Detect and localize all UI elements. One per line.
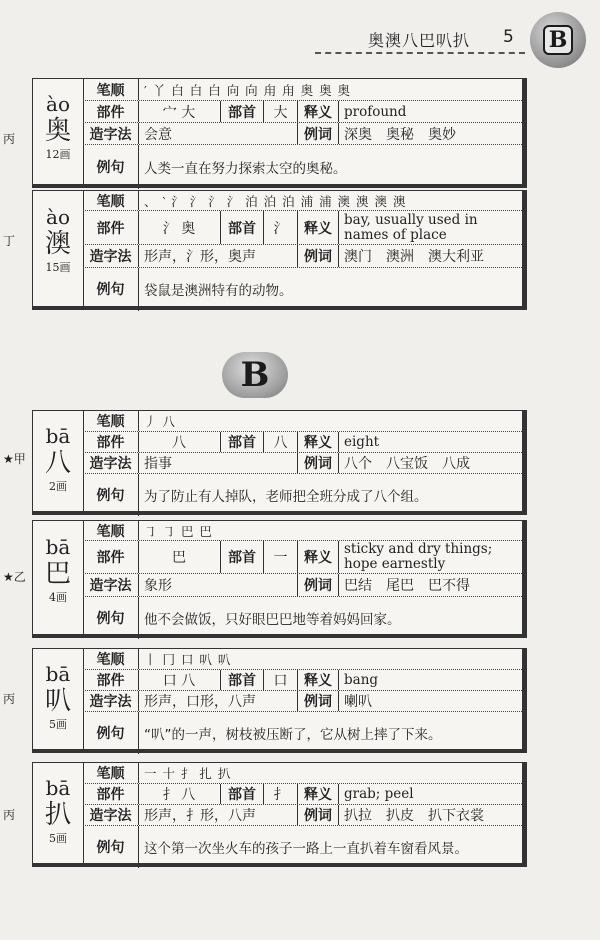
label-words: 例词 — [298, 574, 339, 595]
example-sentence: 这个第一次坐火车的孩子一路上一直扒着车窗看风景。 — [144, 841, 468, 857]
meaning: eight — [344, 434, 380, 450]
character-cell — [33, 649, 84, 749]
character-entry — [0, 648, 600, 753]
stroke-count: 4画 — [49, 591, 67, 605]
pinyin: bā — [45, 661, 71, 686]
stroke-order: 一 十 扌 扎 扒 — [144, 766, 232, 781]
label-meaning: 释义 — [298, 101, 339, 122]
parts: 巴 — [172, 550, 186, 567]
label-radical: 部首 — [220, 432, 264, 452]
parts-row — [83, 211, 522, 245]
stroke-order: 丿 八 — [144, 414, 176, 429]
example-row — [83, 712, 522, 754]
radical: 八 — [264, 432, 298, 452]
label-meaning: 释义 — [298, 784, 339, 804]
label-meaning: 释义 — [298, 432, 339, 452]
formation-row — [83, 123, 522, 145]
example-row — [83, 268, 522, 311]
label-words: 例词 — [298, 805, 339, 825]
stroke-order: 丨 冂 口 叭 叭 — [144, 652, 232, 667]
meaning: grab; peel — [344, 786, 414, 802]
radical: 氵 — [264, 211, 298, 244]
label-words: 例词 — [298, 691, 339, 711]
label-radical: 部首 — [220, 101, 264, 122]
label-radical: 部首 — [220, 211, 264, 244]
label-words: 例词 — [298, 453, 339, 473]
section-letter: B — [543, 25, 573, 55]
label-radical: 部首 — [220, 670, 264, 690]
label-strokes: 笔顺 — [83, 649, 139, 669]
label-example: 例句 — [83, 712, 139, 754]
grade-level: ★乙 — [3, 570, 26, 584]
character: 奥 — [44, 116, 71, 147]
character-entry — [0, 78, 600, 188]
character-entry — [0, 410, 600, 515]
grade-level: 丙 — [3, 132, 16, 146]
character-card — [32, 190, 527, 310]
label-meaning: 释义 — [298, 211, 339, 244]
label-example: 例句 — [83, 597, 139, 639]
label-strokes: 笔顺 — [83, 411, 139, 431]
stroke-count: 2画 — [49, 479, 67, 493]
formation: 指事 — [138, 453, 298, 473]
character-card — [32, 648, 527, 753]
stroke-order: 、 ‵ 氵 氵 氵 氵 泊 泊 泊 浦 浦 澳 澳 澳 澳 — [144, 193, 407, 209]
formation-row — [83, 245, 522, 268]
character: 八 — [44, 447, 71, 478]
parts-row — [83, 670, 522, 691]
character-cell — [33, 411, 84, 511]
label-example: 例句 — [83, 268, 139, 311]
stroke-count: 5画 — [49, 831, 67, 845]
stroke-count: 15画 — [45, 261, 71, 275]
radical: 扌 — [264, 784, 298, 804]
label-example: 例句 — [83, 474, 139, 516]
character-card — [32, 520, 527, 638]
stroke-count: 5画 — [49, 717, 67, 731]
character-cell — [33, 763, 84, 863]
radical: 一 — [264, 541, 298, 573]
page-number: 5 — [503, 27, 514, 47]
parts: 宀 大 — [162, 104, 196, 121]
label-radical: 部首 — [220, 784, 264, 804]
page-header — [0, 0, 600, 62]
label-parts: 部件 — [83, 432, 139, 452]
label-strokes: 笔顺 — [83, 191, 139, 210]
label-parts: 部件 — [83, 211, 139, 244]
section-letter-badge — [530, 12, 586, 68]
stroke-order-row — [83, 79, 522, 101]
character-card — [32, 762, 527, 867]
character-cell — [33, 521, 84, 634]
example-words: 八个 八宝饭 八成 — [344, 456, 470, 472]
example-row — [83, 474, 522, 516]
label-formation: 造字法 — [83, 574, 139, 595]
pinyin: bā — [45, 535, 71, 560]
label-meaning: 释义 — [298, 541, 339, 573]
pinyin: bā — [45, 775, 71, 800]
example-row — [83, 597, 522, 639]
label-example: 例句 — [83, 826, 139, 868]
stroke-order: ′ 丫 白 白 白 向 向 甪 甪 奥 奥 奥 — [144, 82, 352, 98]
info-grid — [83, 763, 522, 863]
meaning: profound — [344, 103, 407, 120]
label-formation: 造字法 — [83, 453, 139, 473]
label-formation: 造字法 — [83, 691, 139, 711]
example-row — [83, 145, 522, 189]
character-cell — [33, 79, 84, 184]
formation: 形声，扌形，八声 — [138, 805, 298, 825]
pinyin: ào — [46, 205, 70, 230]
label-formation: 造字法 — [83, 123, 139, 144]
character-card — [32, 78, 527, 188]
character: 叭 — [44, 685, 71, 716]
label-parts: 部件 — [83, 541, 139, 573]
example-sentence: 人类一直在努力探索太空的奥秘。 — [144, 161, 347, 177]
formation: 会意 — [138, 123, 298, 144]
parts: 扌 八 — [162, 787, 196, 803]
label-strokes: 笔顺 — [83, 763, 139, 783]
parts-row — [83, 432, 522, 453]
label-words: 例词 — [298, 245, 339, 267]
parts: 口 八 — [162, 673, 196, 689]
info-grid — [83, 649, 522, 749]
header-title: 奥澳八巴叭扒 — [368, 31, 471, 50]
stroke-order: ㇆ ㇆ 巴 巴 — [144, 523, 213, 539]
character-card — [32, 410, 527, 515]
grade-level: 丙 — [3, 692, 16, 706]
stroke-order-row — [83, 191, 522, 211]
radical: 口 — [264, 670, 298, 690]
radical: 大 — [264, 101, 298, 122]
header-divider — [315, 52, 525, 54]
stroke-order-row — [83, 763, 522, 784]
label-strokes: 笔顺 — [83, 79, 139, 100]
info-grid — [83, 411, 522, 511]
grade-level: ★甲 — [3, 452, 26, 466]
pinyin: ào — [46, 92, 70, 117]
formation: 象形 — [138, 574, 298, 595]
formation-row — [83, 691, 522, 712]
grade-level: 丙 — [3, 808, 16, 822]
example-row — [83, 826, 522, 868]
parts: 八 — [172, 435, 186, 451]
label-strokes: 笔顺 — [83, 521, 139, 540]
stroke-order-row — [83, 411, 522, 432]
label-radical: 部首 — [220, 541, 264, 573]
character-entry — [0, 762, 600, 867]
meaning: bang — [344, 672, 379, 688]
example-words: 澳门 澳洲 澳大利亚 — [344, 248, 484, 265]
character-cell — [33, 191, 84, 306]
example-sentence: 袋鼠是澳洲特有的动物。 — [144, 283, 293, 300]
character-entry — [0, 190, 600, 310]
pinyin: bā — [45, 423, 71, 448]
label-formation: 造字法 — [83, 805, 139, 825]
parts-row — [83, 784, 522, 805]
example-words: 喇叭 — [344, 694, 372, 710]
example-sentence: 为了防止有人掉队，老师把全班分成了八个组。 — [144, 489, 428, 505]
label-parts: 部件 — [83, 784, 139, 804]
label-example: 例句 — [83, 145, 139, 189]
meaning: sticky and dry things; hope earnestly — [344, 541, 493, 573]
character: 扒 — [44, 799, 71, 830]
parts-row — [83, 541, 522, 574]
grade-level: 丁 — [3, 234, 16, 248]
parts: 氵 奥 — [162, 220, 196, 237]
section-heading-badge: B — [222, 352, 288, 398]
info-grid — [83, 521, 522, 634]
formation: 形声，氵形，奥声 — [138, 245, 298, 267]
formation-row — [83, 453, 522, 474]
character: 巴 — [44, 559, 71, 590]
formation-row — [83, 805, 522, 826]
formation: 形声，口形，八声 — [138, 691, 298, 711]
label-meaning: 释义 — [298, 670, 339, 690]
stroke-order-row — [83, 521, 522, 541]
example-words: 深奥 奥秘 奥妙 — [344, 126, 456, 143]
example-sentence: “叭”的一声，树枝被压断了，它从树上摔了下来。 — [144, 727, 442, 743]
character: 澳 — [44, 229, 71, 260]
label-parts: 部件 — [83, 101, 139, 122]
example-sentence: 他不会做饭，只好眼巴巴地等着妈妈回家。 — [144, 611, 401, 628]
label-words: 例词 — [298, 123, 339, 144]
meaning: bay, usually used in names of place — [344, 211, 478, 243]
label-formation: 造字法 — [83, 245, 139, 267]
character-entry — [0, 520, 600, 638]
stroke-count: 12画 — [45, 148, 71, 162]
info-grid — [83, 79, 522, 184]
label-parts: 部件 — [83, 670, 139, 690]
info-grid — [83, 191, 522, 306]
example-words: 扒拉 扒皮 扒下衣裳 — [344, 808, 484, 824]
formation-row — [83, 574, 522, 596]
example-words: 巴结 尾巴 巴不得 — [344, 577, 470, 594]
stroke-order-row — [83, 649, 522, 670]
parts-row — [83, 101, 522, 123]
